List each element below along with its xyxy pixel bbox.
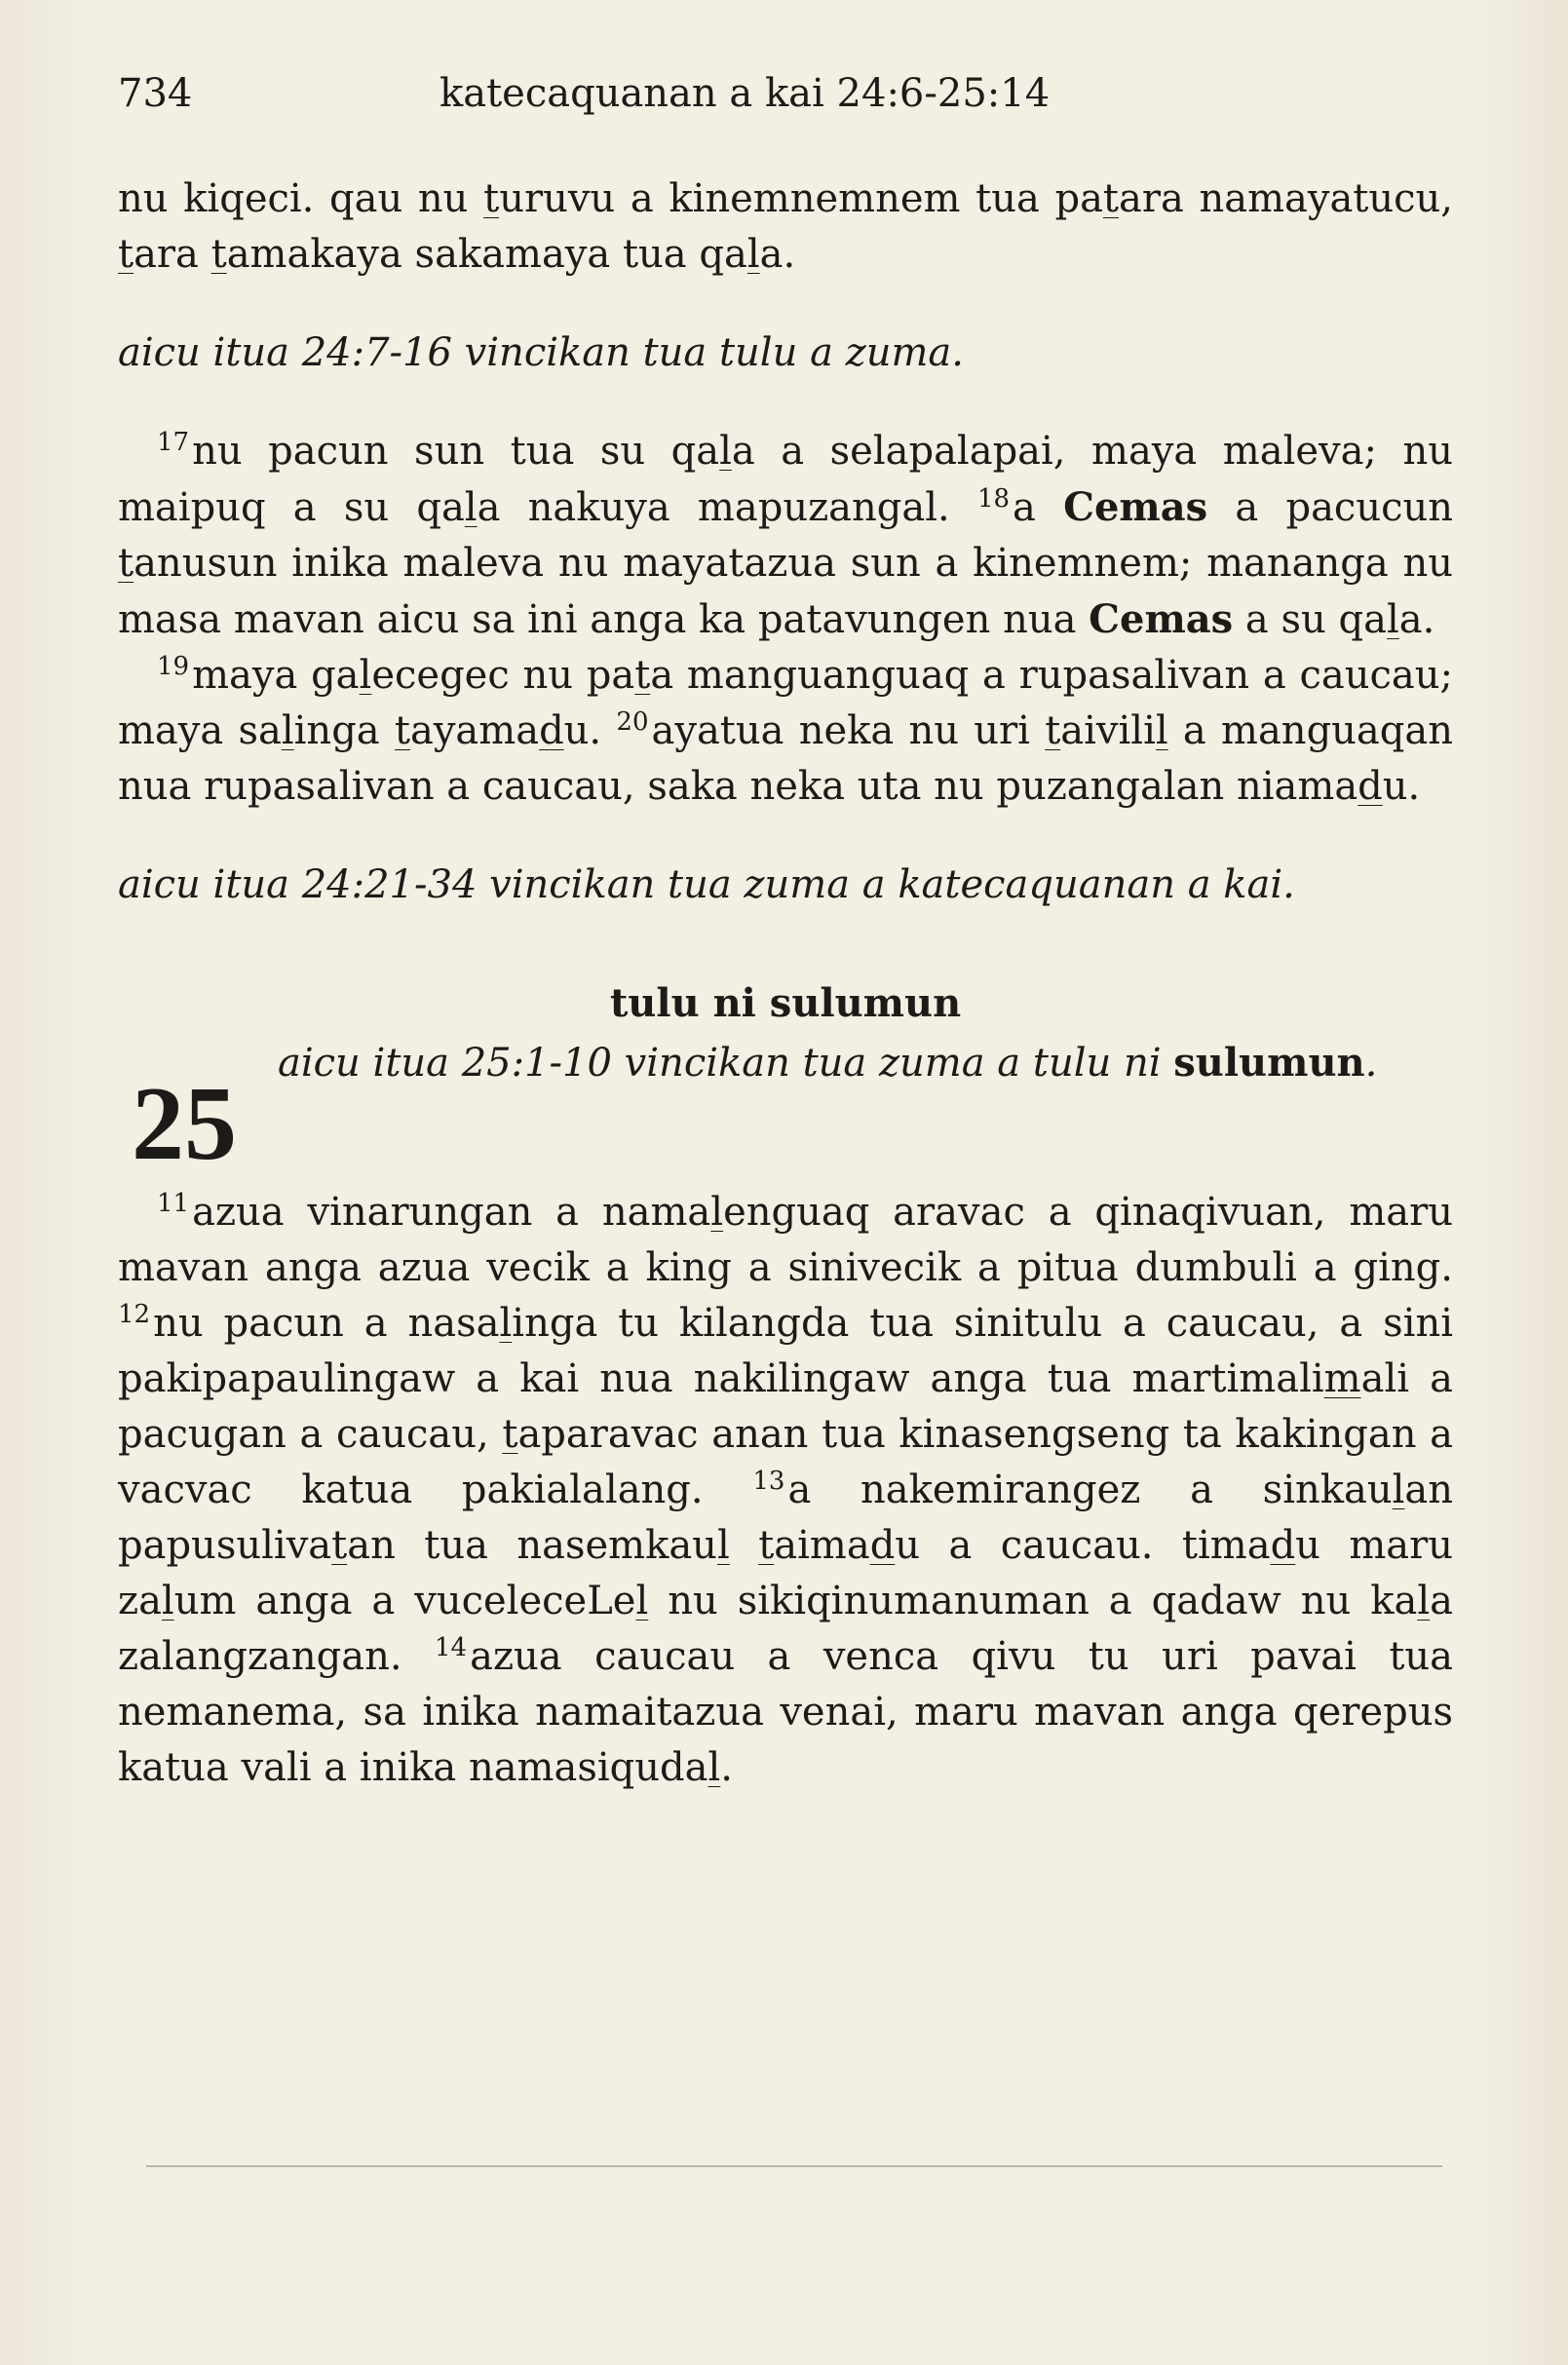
running-head	[118, 64, 1453, 123]
section-reference: aicu itua 24:21-34 vincikan tua zuma a katecaquanan a kai.	[118, 862, 1295, 907]
chapter-block	[118, 1035, 1453, 1182]
section-reference: aicu itua 24:7-16 vincikan tua tulu a zuma.	[118, 330, 964, 375]
paragraph-continuation: nu kiqeci. qau nu turuvu a kinemnemnem tua patara namayatucu, tara tamakaya sakamaya tua qala.	[118, 176, 1454, 277]
page-number: 734	[118, 71, 193, 116]
paragraph-verses-11-14: $^{11}$azua vinarungan a namalenguaq aravac a qinaqivuan, maru mavan anga azua vecik a king a sinivecik a pitua dumbuli a ging. $^{12}$nu pacun a nasalinga tu kilangda tua sinitulu a caucau, a sini pakipapaulingaw a kai nua nakilingaw anga tua martimalimali a pacugan a caucau, taparavac anan tua kinasengseng ta kakingan a vacvac katua pakialalang. $^{13}$a nakemirangez a sinkaulan papusulivatan tua nasemkaul taimadu a caucau. timadu maru zalum anga a vuceleceLel nu sikiqinumanuman a qadaw nu kala zalangzangan. $^{14}$azua caucau a venca qivu tu uri pavai tua nemanema, sa inika namaitazua venai, maru mavan anga qerepus katua vali a inika namasiqudal.	[118, 1188, 1454, 1790]
verse-number: 11	[157, 1188, 190, 1218]
chapter-heading: tulu ni sulumun	[609, 980, 962, 1026]
paragraph-verses-17-18: $^{17}$nu pacun sun tua su qala a selapalapai, maya maleva; nu maipuq a su qala nakuya mapuzangal. $^{18}$a Cemas a pacucun tanusun inika maleva nu mayatazua sun a kinemnem; mananga nu masa mavan aicu sa ini anga ka patavungen nua Cemas a su qala.	[118, 427, 1454, 642]
page-body	[118, 172, 1453, 1796]
verse-number: 13	[752, 1466, 785, 1496]
chapter-reference: aicu itua 25:1-10 vincikan tua zuma a tulu ni sulumun.	[278, 1040, 1378, 1086]
verse-number: 12	[118, 1299, 151, 1329]
verse-number: 14	[435, 1632, 468, 1662]
paragraph-verses-19-20: $^{19}$maya galecegec nu pata manguanguaq a rupasalivan a caucau; maya salinga tayamadu. $^{20}$ayatua neka nu uri taivilil a manguaqan nua rupasalivan a caucau, saka neka uta nu puzangalan niamadu.	[118, 651, 1453, 809]
verse-number: 18	[976, 483, 1011, 514]
chapter-number: 25	[132, 1066, 237, 1182]
verse-number: 17	[157, 427, 190, 457]
verse-number: 20	[616, 706, 649, 737]
running-title: katecaquanan a kai 24:6-25:14	[440, 71, 1051, 116]
verse-number: 19	[157, 651, 190, 681]
footnote-divider	[146, 2165, 1442, 2167]
